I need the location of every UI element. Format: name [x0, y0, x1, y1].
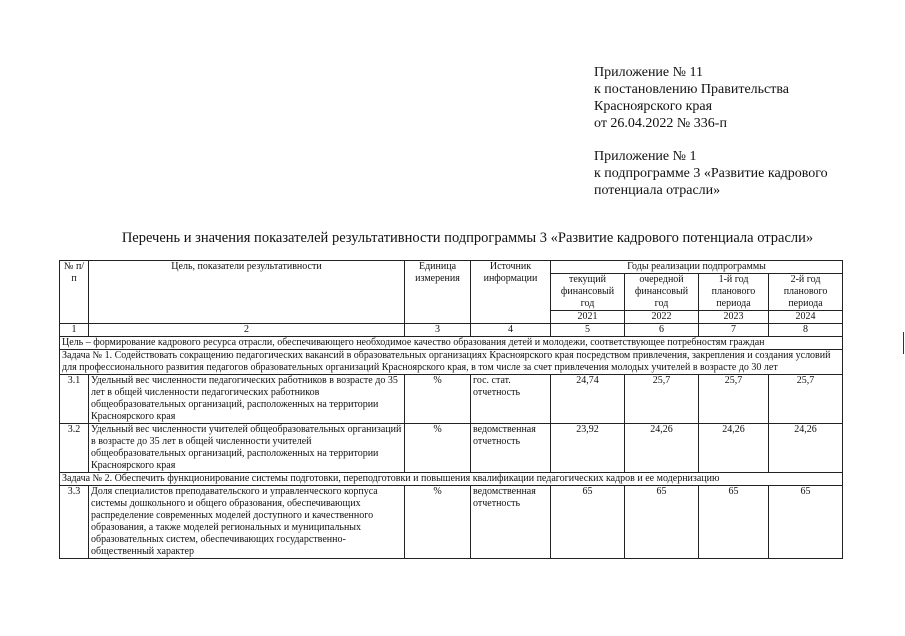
indicator-name: Удельный вес численности педагогических работников в возрасте до 35 лет в общей численности педагогических работников общеобразовательных организаций, расположенных на территории Красноярского края: [89, 375, 405, 424]
task-row: [60, 350, 843, 375]
column-number: 7: [699, 324, 769, 337]
annex-reference-block: [594, 64, 789, 132]
column-number: 4: [471, 324, 551, 337]
indicator-unit: %: [405, 424, 471, 473]
column-number: 2: [89, 324, 405, 337]
value-2021: 23,92: [551, 424, 625, 473]
column-number: 6: [625, 324, 699, 337]
task-row: [60, 473, 843, 486]
value-2024: 24,26: [769, 424, 843, 473]
header-num: № п/п: [60, 261, 89, 324]
value-2022: 65: [625, 486, 699, 559]
annex-line: к подпрограмме 3 «Развитие кадрового: [594, 166, 828, 181]
header-year: 2024: [769, 311, 843, 324]
document-title: Перечень и значения показателей результативности подпрограммы 3 «Развитие кадрового потенциала отрасли»: [121, 230, 814, 246]
value-2024: 25,7: [769, 375, 843, 424]
header-year-label: очередной финансовый год: [625, 274, 699, 311]
column-number: 8: [769, 324, 843, 337]
annex-line: потенциала отрасли»: [594, 183, 721, 198]
annex-line: Приложение № 1: [594, 149, 697, 164]
header-year: 2023: [699, 311, 769, 324]
subprogram-annex-block: [594, 148, 828, 199]
column-numbers-row: [60, 324, 843, 337]
table-row: [60, 486, 843, 559]
value-2021: 24,74: [551, 375, 625, 424]
task-2-text: Задача № 2. Обеспечить функционирование системы подготовки, переподготовки и повышения квалификации педагогических кадров и ее модернизацию: [60, 473, 843, 486]
header-source: Источник информации: [471, 261, 551, 324]
value-2024: 65: [769, 486, 843, 559]
column-number: 3: [405, 324, 471, 337]
task-1-text: Задача № 1. Содействовать сокращению педагогических вакансий в образовательных организациях Красноярского края посредством привлечения, закрепления и создания условий для профессионального развития педагогов образовательных организаций Красноярского края, в том числе за счет привлечения молодых учителей в возрасте до 30 лет: [60, 350, 843, 375]
indicator-source: гос. стат. отчетность: [471, 375, 551, 424]
indicator-source: ведомственная отчетность: [471, 486, 551, 559]
indicator-name: Доля специалистов преподавательского и управленческого корпуса системы дошкольного и общего образования, обеспечивающих распределение современных моделей доступного и качественного образования, а также моделей региональных и муниципальных образовательных систем, обеспечивающих государственно-общественный характер: [89, 486, 405, 559]
scan-margin-mark: [903, 332, 904, 354]
value-2023: 65: [699, 486, 769, 559]
indicators-table: [59, 260, 843, 559]
header-year-label: 1-й год планового периода: [699, 274, 769, 311]
table-row: [60, 375, 843, 424]
indicator-name: Удельный вес численности учителей общеобразовательных организаций в возрасте до 35 лет в общей численности учителей общеобразовательных организаций, расположенных на территории Красноярского края: [89, 424, 405, 473]
goal-row: [60, 337, 843, 350]
annex-line: Красноярского края: [594, 99, 713, 114]
header-years-group: Годы реализации подпрограммы: [551, 261, 843, 274]
indicator-unit: %: [405, 486, 471, 559]
value-2023: 24,26: [699, 424, 769, 473]
row-number: 3.1: [60, 375, 89, 424]
goal-text: Цель – формирование кадрового ресурса отрасли, обеспечивающего необходимое качество образования детей и молодежи, соответствующее потребностям граждан: [60, 337, 843, 350]
header-year-label: текущий финансовый год: [551, 274, 625, 311]
indicator-source: ведомственная отчетность: [471, 424, 551, 473]
column-number: 1: [60, 324, 89, 337]
row-number: 3.2: [60, 424, 89, 473]
column-number: 5: [551, 324, 625, 337]
header-year: 2021: [551, 311, 625, 324]
table-row: [60, 424, 843, 473]
value-2023: 25,7: [699, 375, 769, 424]
annex-line: Приложение № 11: [594, 65, 703, 80]
header-year-label: 2-й год планового периода: [769, 274, 843, 311]
header-row: [60, 261, 843, 274]
indicator-unit: %: [405, 375, 471, 424]
annex-line: к постановлению Правительства: [594, 82, 790, 97]
header-unit: Единица измерения: [405, 261, 471, 324]
header-year: 2022: [625, 311, 699, 324]
annex-line: от 26.04.2022 № 336-п: [594, 116, 727, 131]
header-goal: Цель, показатели результативности: [89, 261, 405, 324]
value-2022: 25,7: [625, 375, 699, 424]
row-number: 3.3: [60, 486, 89, 559]
value-2022: 24,26: [625, 424, 699, 473]
value-2021: 65: [551, 486, 625, 559]
